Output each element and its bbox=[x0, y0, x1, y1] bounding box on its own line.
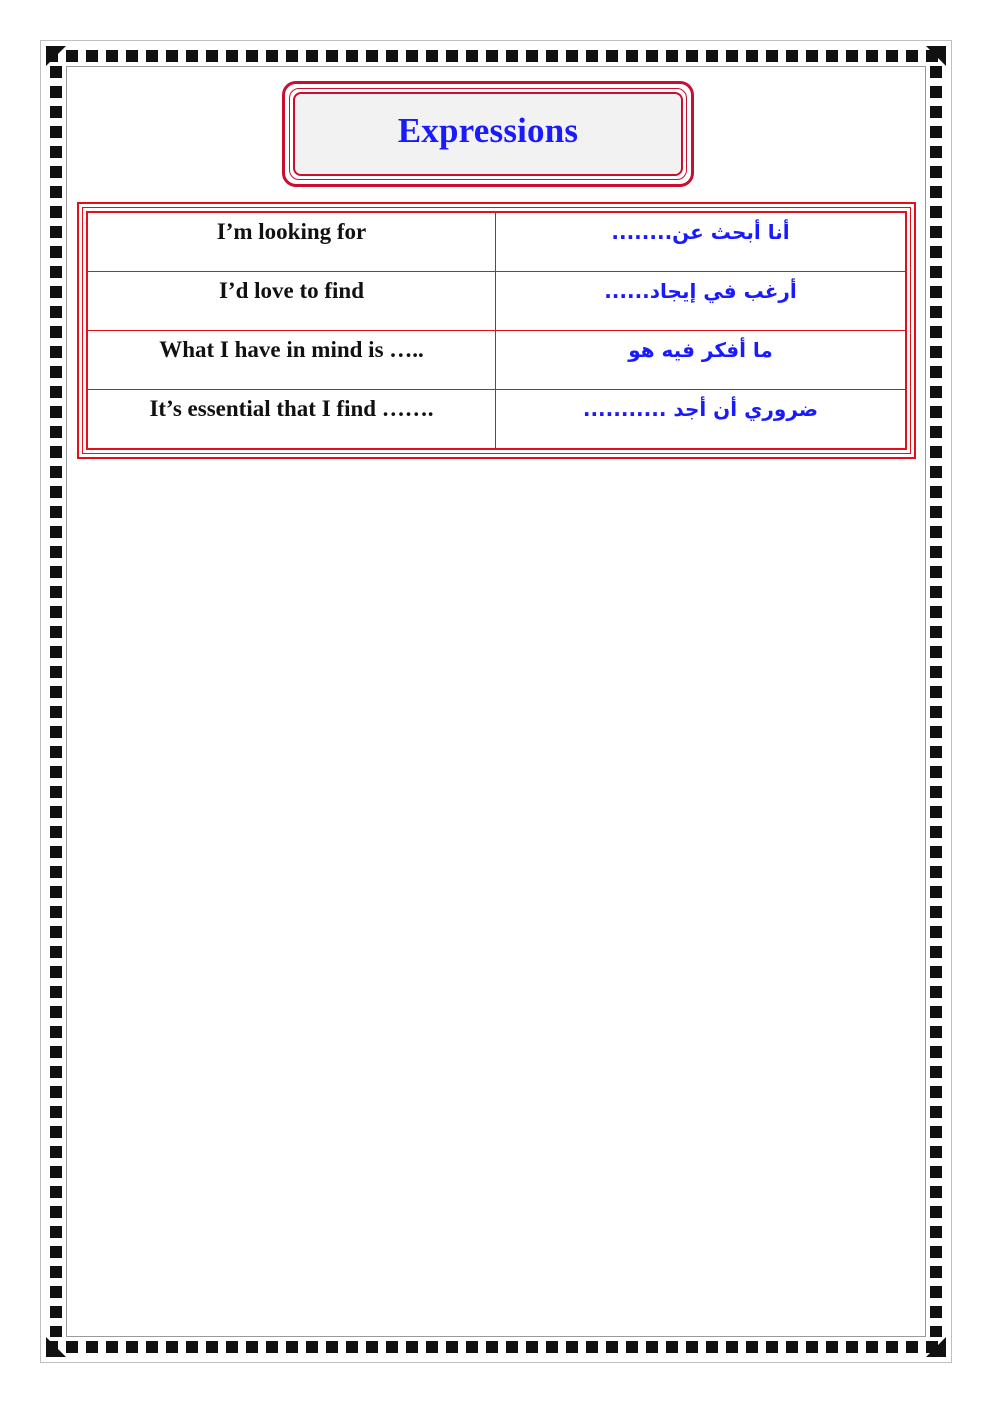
decorative-border-bottom bbox=[46, 1337, 946, 1357]
english-expression: What I have in mind is ….. bbox=[159, 336, 424, 362]
arabic-cell bbox=[496, 389, 906, 448]
border-corner-bottom-left bbox=[46, 1337, 66, 1357]
english-expression: I’d love to find bbox=[218, 277, 365, 303]
arabic-cell bbox=[496, 271, 906, 330]
arabic-cell bbox=[496, 330, 906, 389]
english-cell bbox=[88, 389, 496, 448]
arabic-translation: ما أفكر فيه هو bbox=[628, 337, 773, 362]
arabic-translation: ضروري أن أجد ........... bbox=[582, 396, 819, 421]
table-row bbox=[88, 271, 905, 330]
english-cell bbox=[88, 271, 496, 330]
table-row bbox=[88, 330, 905, 389]
arabic-translation: أرغب في إيجاد...... bbox=[604, 278, 797, 303]
arabic-cell bbox=[496, 213, 906, 271]
table-row bbox=[88, 389, 905, 448]
title-box bbox=[282, 81, 694, 187]
english-cell bbox=[88, 213, 496, 271]
border-corner-top-left bbox=[46, 46, 66, 66]
page-title: Expressions bbox=[397, 111, 579, 150]
english-expression: I’m looking for bbox=[216, 219, 367, 244]
expressions-table bbox=[77, 202, 916, 459]
border-corner-top-right bbox=[926, 46, 946, 66]
decorative-border-right bbox=[926, 66, 946, 1337]
english-cell bbox=[88, 330, 496, 389]
decorative-border-left bbox=[46, 66, 66, 1337]
decorative-border-top bbox=[46, 46, 946, 66]
table-row bbox=[88, 213, 905, 271]
border-corner-bottom-right bbox=[926, 1337, 946, 1357]
arabic-translation: أنا أبحث عن........ bbox=[611, 220, 790, 244]
english-expression: It’s essential that I find ……. bbox=[149, 395, 434, 421]
